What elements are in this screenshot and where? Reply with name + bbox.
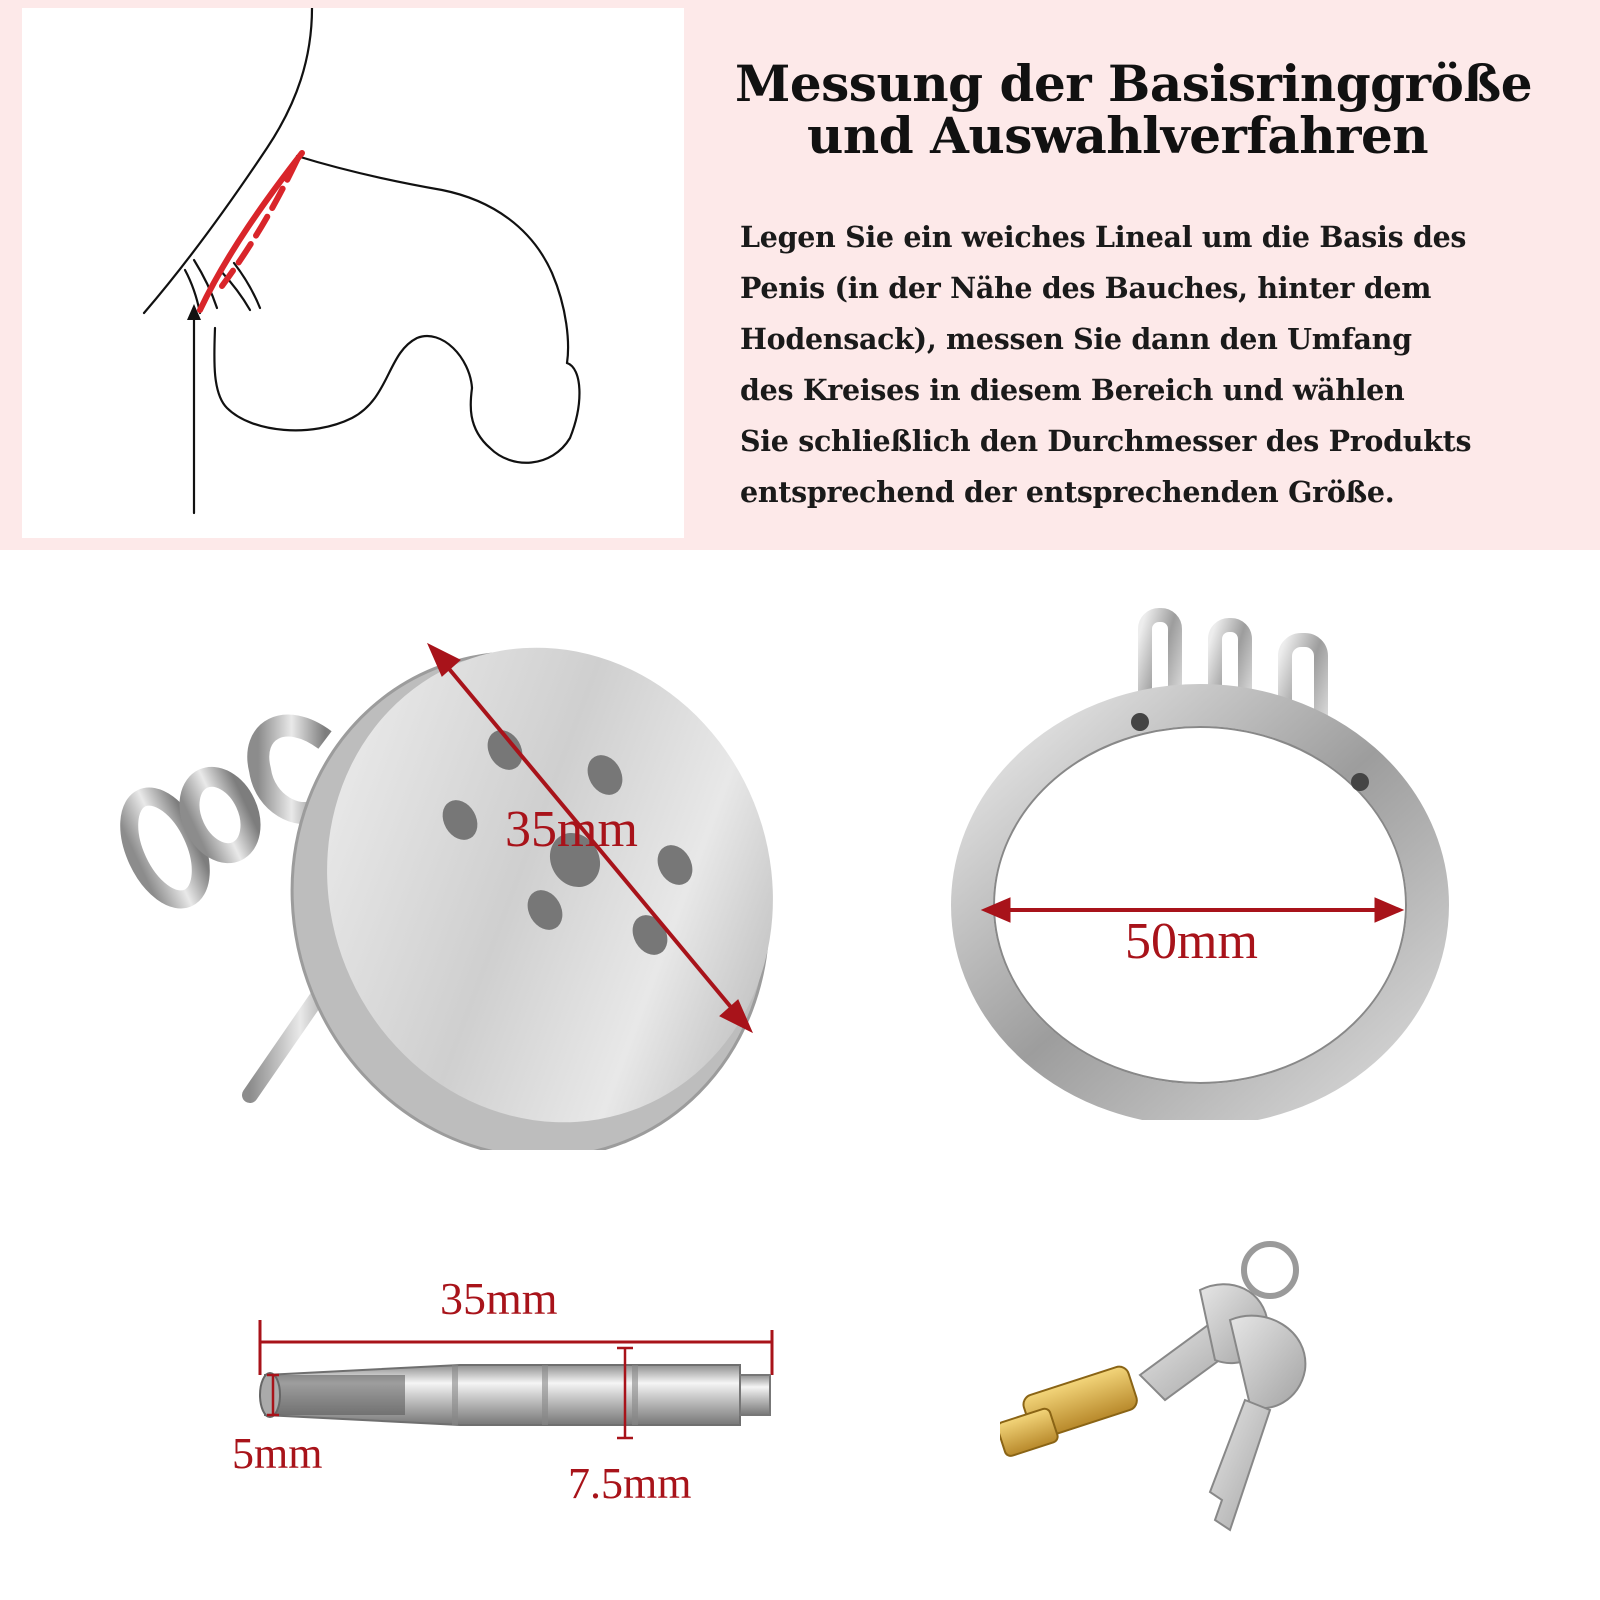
title-line-1: Messung der Basisringgröße [735, 54, 1533, 113]
measurement-instructions [740, 212, 1580, 518]
body-outline-illustration [22, 8, 684, 538]
cage-diameter-label: 35mm [505, 801, 638, 858]
header-band [0, 0, 1600, 550]
page-title [735, 54, 1575, 165]
cage-disk-image [110, 620, 790, 1150]
title-line-2: und Auswahlverfahren [807, 106, 1429, 165]
instruction-line: Hodensack), messen Sie dann den Umfang [740, 322, 1412, 356]
instruction-line: Penis (in der Nähe des Bauches, hinter dem [740, 271, 1432, 305]
instruction-line: entsprechend der entsprechenden Größe. [740, 475, 1395, 509]
urethral-tube-image [240, 1320, 800, 1470]
tube-outer-label: 7.5mm [568, 1459, 692, 1508]
instruction-line: Legen Sie ein weiches Lineal um die Basis des [740, 220, 1467, 254]
measurement-diagram [22, 8, 684, 538]
ring-diameter-label: 50mm [1125, 913, 1258, 970]
base-ring-image [930, 600, 1450, 1120]
keys-and-lock-image [1000, 1230, 1360, 1560]
instruction-line: des Kreises in diesem Bereich und wählen [740, 373, 1405, 407]
tube-inner-label: 5mm [232, 1429, 323, 1478]
instruction-line: Sie schließlich den Durchmesser des Produkts [740, 424, 1472, 458]
tube-length-label: 35mm [440, 1273, 558, 1324]
